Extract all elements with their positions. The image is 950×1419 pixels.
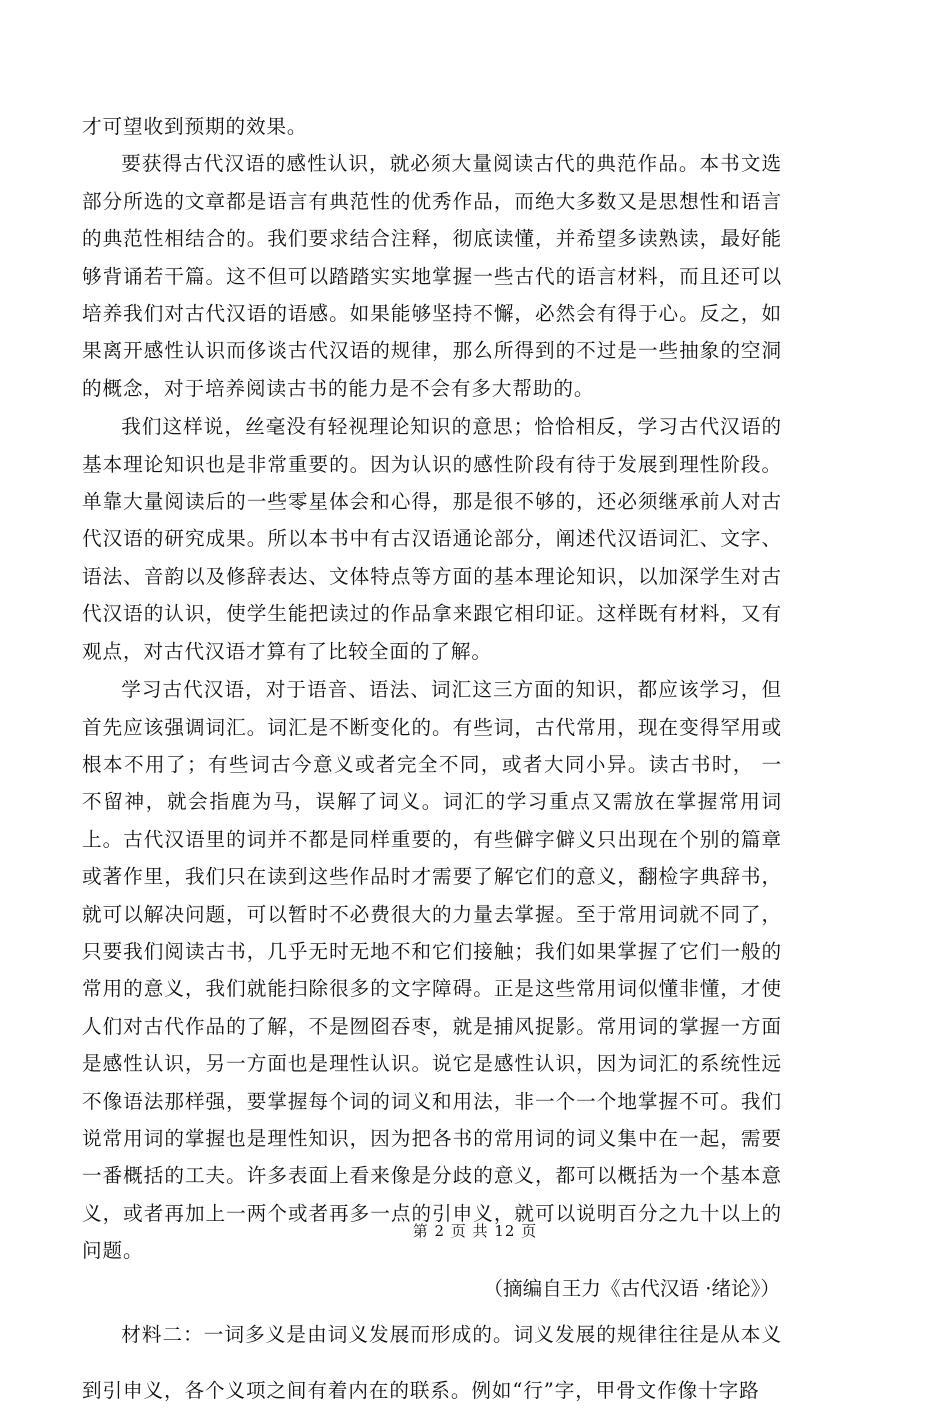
paragraph-vocabulary-emphasis: 学习古代汉语，对于语音、语法、词汇这三方面的知识，都应该学习，但首先应该强调词汇。词汇是不断变化的。有些词，古代常用，现在变得罕用或根本不用了；有些词古今意义或者完全不同，或者大同小异。读古书时， 一不留神，就会指鹿为马，误解了词义。词汇的学习重点又需放在掌握常用词上。古代汉语里的词并不都是同样重要的，有些僻字僻义只出现在个别的篇章或著作里，我们只在读到这些作品时才需要了解它们的意义，翻检字典辞书，就可以解决问题，可以暂时不必费很大的力量去掌握。至于常用词就不同了，只要我们阅读古书，几乎无时无地不和它们接触；我们如果掌握了它们一般的常用的意义，我们就能扫除很多的文字障碍。正是这些常用词似懂非懂，才使人们对古代作品的了解，不是囫囵吞枣，就是捕风捉影。常用词的掌握一方面是感性认识，另一方面也是理性认识。说它是感性认识，因为词汇的系统性远不像语法那样强，要掌握每个词的词义和用法，非一个一个地掌握不可。我们说常用词的掌握也是理性知识，因为把各书的常用词的词义集中在一起，需要一番概括的工夫。许多表面上看来像是分歧的意义，都可以概括为一个基本意义，或者再加上一两个或者再多一点的引申义，就可以说明百分之九十以上的问题。 — [82, 678, 782, 1263]
paragraph-perceptual-knowledge: 要获得古代汉语的感性认识，就必须大量阅读古代的典范作品。本书文选部分所选的文章都是语言有典范性的优秀作品，而绝大多数又是思想性和语言的典范性相结合的。我们要求结合注释，彻底读懂，并希望多读熟读，最好能够背诵若干篇。这不但可以踏踏实实地掌握一些古代的语言材料，而且还可以培养我们对古代汉语的语感。如果能够坚持不懈，必然会有得于心。反之，如果离开感性认识而侈谈古代汉语的规律，那么所得到的不过是一些抽象的空洞的概念，对于培养阅读古书的能力是不会有多大帮助的。 — [82, 152, 782, 400]
page-footer: 第 2 页 共 12 页 — [412, 1222, 538, 1240]
paragraph-material-two: 材料二：一词多义是由词义发展而形成的。词义发展的规律往往是从本义到引申义，各个义项之间有着内在的联系。例如“行”字，甲骨文作像十字路 — [82, 1323, 782, 1402]
paragraph-continuation: 才可望收到预期的效果。 — [82, 115, 308, 138]
paragraph-theory-knowledge: 我们这样说，丝毫没有轻视理论知识的意思；恰恰相反，学习古代汉语的基本理论知识也是非常重要的。因为认识的感性阶段有待于发展到理性阶段。单靠大量阅读后的一些零星体会和心得，那是很不够的，还必须继承前人对古代汉语的研究成果。所以本书中有古汉语通论部分，阐述代汉语词汇、文字、语法、音韵以及修辞表达、文体特点等方面的基本理论知识，以加深学生对古代汉语的认识，使学生能把读过的作品拿来跟它相印证。这样既有材料，又有观点，对古代汉语才算有了比较全面的了解。 — [82, 415, 782, 663]
source-citation: （摘编自王力《古代汉语 ·绪论》） — [483, 1276, 780, 1300]
